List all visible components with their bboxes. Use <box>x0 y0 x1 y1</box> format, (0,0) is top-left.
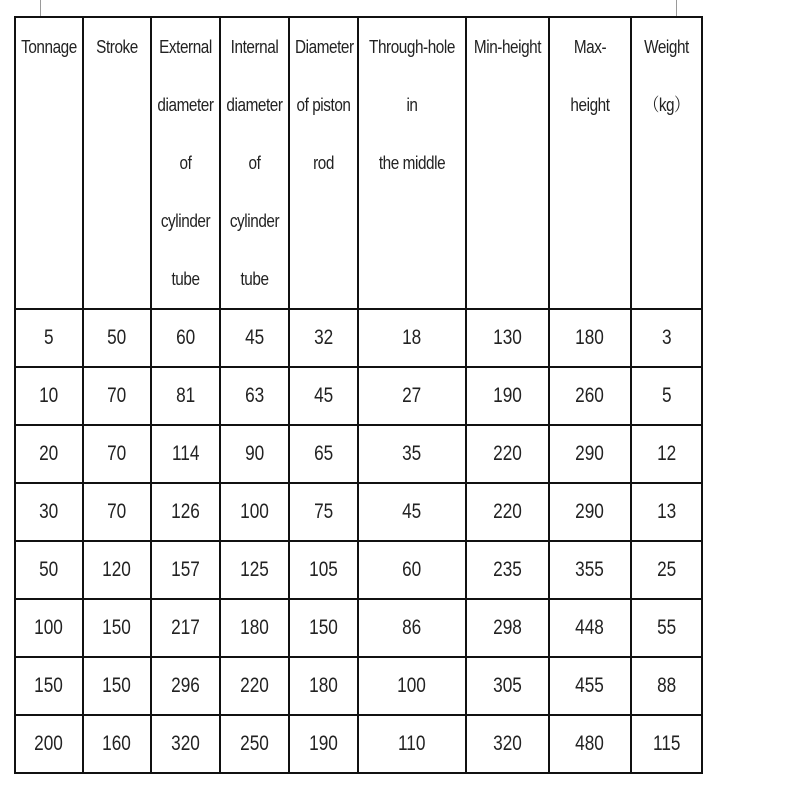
table-cell-value: 250 <box>240 732 269 755</box>
table-cell <box>631 309 702 367</box>
table-cell <box>220 425 289 483</box>
table-cell <box>151 657 220 715</box>
table-cell-value: 88 <box>656 674 677 697</box>
table-cell-value: 150 <box>102 674 132 697</box>
column-header <box>631 17 702 309</box>
table-cell <box>466 657 549 715</box>
table-cell-value: 448 <box>575 616 605 639</box>
column-header <box>289 17 358 309</box>
table-cell-value: 290 <box>575 442 605 465</box>
column-header-line: diameter <box>157 95 214 115</box>
table-cell <box>466 309 549 367</box>
table-cell <box>220 309 289 367</box>
table-cell <box>83 715 151 773</box>
table-cell <box>289 541 358 599</box>
table-cell-value: 160 <box>102 732 132 755</box>
column-header-line: External <box>159 37 212 57</box>
table-cell-value: 260 <box>575 384 605 407</box>
table-cell <box>549 309 631 367</box>
table-row <box>15 541 702 599</box>
column-header <box>220 17 289 309</box>
table-cell-value: 320 <box>171 732 200 755</box>
table-cell-value: 235 <box>493 558 522 581</box>
column-header-line: diameter <box>226 95 283 115</box>
table-cell-value: 110 <box>398 732 426 755</box>
column-header-line: of <box>248 153 261 173</box>
table-cell <box>83 657 151 715</box>
table-row <box>15 483 702 541</box>
table-row <box>15 309 702 367</box>
column-header-line: Min-height <box>473 37 542 57</box>
table-cell-value: 55 <box>656 616 677 639</box>
table-cell-value: 120 <box>102 558 132 581</box>
table-cell-value: 150 <box>309 616 338 639</box>
table-cell-value: 220 <box>493 500 522 523</box>
table-cell <box>220 483 289 541</box>
table-cell-value: 13 <box>656 500 677 523</box>
table-header-row <box>15 17 702 309</box>
table-cell <box>151 309 220 367</box>
column-header-line: rod <box>313 153 334 173</box>
table-cell <box>15 309 83 367</box>
table-cell-value: 126 <box>171 500 200 523</box>
table-cell <box>549 483 631 541</box>
table-cell <box>151 483 220 541</box>
table-cell <box>15 599 83 657</box>
table-cell <box>466 715 549 773</box>
table-cell-value: 90 <box>244 442 265 465</box>
table-cell-value: 65 <box>313 442 334 465</box>
table-cell-value: 35 <box>402 442 422 465</box>
column-header-line: tube <box>240 269 269 289</box>
table-cell <box>83 425 151 483</box>
table-cell-value: 45 <box>244 326 265 349</box>
table-cell <box>466 483 549 541</box>
table-cell <box>289 715 358 773</box>
table-cell-value: 190 <box>309 732 338 755</box>
column-header-line: Tonnage <box>21 37 77 57</box>
column-header <box>466 17 549 309</box>
specification-table <box>14 16 703 774</box>
table-cell-value: 180 <box>309 674 338 697</box>
table-cell-value: 115 <box>652 732 681 755</box>
table-cell <box>631 599 702 657</box>
table-cell-value: 180 <box>575 326 605 349</box>
table-cell-value: 200 <box>34 732 64 755</box>
table-row <box>15 599 702 657</box>
table-cell-value: 5 <box>661 384 672 407</box>
table-row <box>15 425 702 483</box>
table-cell-value: 114 <box>171 442 200 465</box>
table-cell-value: 63 <box>244 384 265 407</box>
page-margin-mark-right <box>676 0 677 16</box>
table-cell-value: 290 <box>575 500 605 523</box>
table-cell <box>151 541 220 599</box>
column-header-line: Weight <box>644 37 689 57</box>
table-cell-value: 180 <box>240 616 269 639</box>
table-cell <box>15 483 83 541</box>
column-header-line: Internal <box>230 37 279 57</box>
table-cell-value: 50 <box>107 326 127 349</box>
table-cell-value: 298 <box>493 616 522 639</box>
table-cell <box>358 309 466 367</box>
table-cell <box>358 657 466 715</box>
table-cell <box>151 425 220 483</box>
table-cell-value: 296 <box>171 674 200 697</box>
table-cell <box>358 425 466 483</box>
table-cell <box>631 367 702 425</box>
column-header <box>358 17 466 309</box>
table-cell <box>220 367 289 425</box>
table-cell <box>466 599 549 657</box>
column-header-line: tube <box>171 269 200 289</box>
table-cell <box>151 715 220 773</box>
table-cell-value: 455 <box>575 674 605 697</box>
table-body <box>15 309 702 773</box>
table-cell <box>358 715 466 773</box>
column-header-line: of <box>179 153 192 173</box>
table-cell <box>549 425 631 483</box>
table-cell <box>358 483 466 541</box>
column-header-line: Through-hole in <box>369 37 455 115</box>
column-header-line: cylinder <box>229 211 280 231</box>
table-cell-value: 32 <box>313 326 334 349</box>
table-cell <box>631 483 702 541</box>
table-cell-value: 355 <box>575 558 605 581</box>
column-header <box>549 17 631 309</box>
page-margin-mark-left <box>40 0 41 16</box>
table-cell <box>151 367 220 425</box>
table-cell-value: 100 <box>240 500 269 523</box>
table-cell <box>358 541 466 599</box>
column-header-line: （kg） <box>643 95 690 115</box>
table-cell <box>289 657 358 715</box>
table-cell <box>289 483 358 541</box>
table-cell-value: 45 <box>402 500 422 523</box>
table-cell-value: 25 <box>656 558 677 581</box>
table-cell <box>358 599 466 657</box>
table-cell <box>466 367 549 425</box>
table-cell-value: 10 <box>39 384 59 407</box>
table-cell-value: 75 <box>313 500 334 523</box>
table-cell-value: 20 <box>39 442 59 465</box>
table-cell-value: 130 <box>493 326 522 349</box>
table-cell <box>358 367 466 425</box>
table-cell <box>83 599 151 657</box>
table-cell-value: 150 <box>34 674 64 697</box>
table-cell-value: 27 <box>402 384 422 407</box>
table-cell <box>220 657 289 715</box>
table-cell <box>549 715 631 773</box>
column-header-line: the middle <box>378 153 446 173</box>
table-cell <box>83 367 151 425</box>
column-header-line: Stroke <box>96 37 138 57</box>
table-cell-value: 70 <box>107 384 127 407</box>
table-cell <box>151 599 220 657</box>
table-cell <box>549 657 631 715</box>
table-cell <box>289 599 358 657</box>
table-cell-value: 480 <box>575 732 605 755</box>
column-header <box>151 17 220 309</box>
table-cell-value: 70 <box>107 500 127 523</box>
table-cell <box>220 599 289 657</box>
table-cell-value: 220 <box>493 442 522 465</box>
table-cell <box>631 715 702 773</box>
table-cell-value: 60 <box>175 326 196 349</box>
table-cell <box>631 541 702 599</box>
table-cell <box>631 425 702 483</box>
table-cell-value: 105 <box>309 558 338 581</box>
table-cell-value: 220 <box>240 674 269 697</box>
table-row <box>15 657 702 715</box>
table-cell-value: 217 <box>171 616 200 639</box>
table-cell <box>15 425 83 483</box>
table-cell-value: 30 <box>39 500 59 523</box>
table-cell-value: 305 <box>493 674 522 697</box>
table-cell-value: 81 <box>175 384 196 407</box>
table-cell <box>15 367 83 425</box>
table-cell-value: 157 <box>171 558 200 581</box>
table-cell <box>631 657 702 715</box>
table-cell <box>549 599 631 657</box>
table-cell-value: 5 <box>44 326 54 349</box>
column-header-line: Diameter <box>295 37 354 57</box>
table-cell <box>15 657 83 715</box>
table-cell <box>289 367 358 425</box>
table-cell <box>549 541 631 599</box>
table-cell-value: 86 <box>402 616 422 639</box>
table-cell <box>83 309 151 367</box>
table-row <box>15 367 702 425</box>
table-cell <box>220 541 289 599</box>
table-cell-value: 45 <box>313 384 334 407</box>
table-row <box>15 715 702 773</box>
column-header-line: cylinder <box>160 211 211 231</box>
table-cell-value: 100 <box>34 616 64 639</box>
table-cell-value: 100 <box>397 674 427 697</box>
table-cell <box>289 425 358 483</box>
table-cell-value: 320 <box>493 732 522 755</box>
table-cell <box>549 367 631 425</box>
table-cell <box>289 309 358 367</box>
table-cell-value: 60 <box>402 558 422 581</box>
table-cell <box>466 425 549 483</box>
column-header <box>15 17 83 309</box>
table-cell <box>83 483 151 541</box>
table-cell-value: 150 <box>102 616 132 639</box>
table-cell-value: 12 <box>656 442 677 465</box>
table-cell-value: 18 <box>402 326 422 349</box>
table-cell <box>15 715 83 773</box>
table-cell-value: 125 <box>240 558 269 581</box>
table-cell-value: 70 <box>107 442 127 465</box>
column-header-line: of piston <box>296 95 351 115</box>
column-header <box>83 17 151 309</box>
column-header-line: Max-height <box>570 37 610 115</box>
table-cell <box>466 541 549 599</box>
table-cell-value: 190 <box>493 384 522 407</box>
table-cell <box>83 541 151 599</box>
table-cell <box>220 715 289 773</box>
table-cell <box>15 541 83 599</box>
table-cell-value: 50 <box>39 558 59 581</box>
table-cell-value: 3 <box>661 326 672 349</box>
